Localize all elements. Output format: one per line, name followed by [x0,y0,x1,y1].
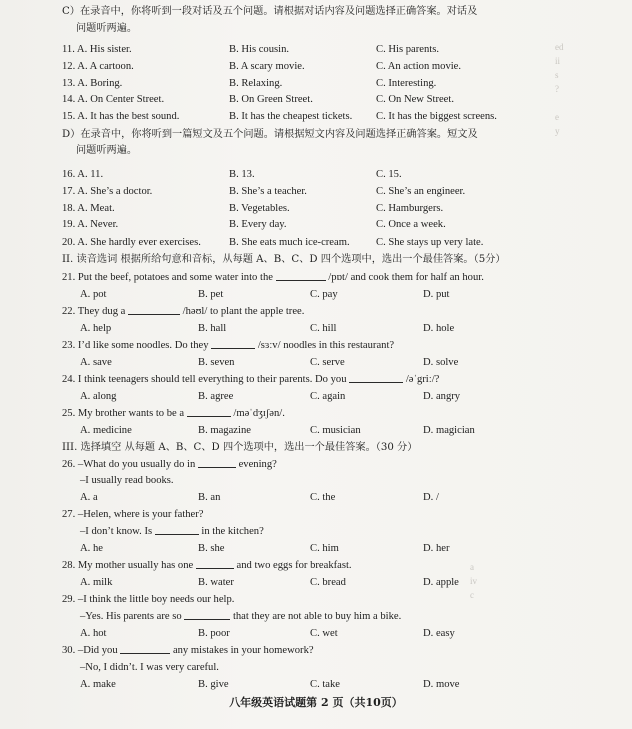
option-d[interactable]: D. magician [423,425,475,436]
question-17 [0,183,632,200]
question-29-options [0,625,632,642]
option-a[interactable]: A. he [80,543,103,554]
question-23-options [0,354,632,371]
option-b[interactable]: B. His cousin. [229,44,290,55]
option-b[interactable]: B. 13. [229,169,255,180]
option-a[interactable]: A. hot [80,628,107,639]
question-12 [0,58,632,75]
option-c[interactable]: C. the [310,492,336,503]
question-13 [0,75,632,92]
option-c[interactable]: C. She stays up very late. [376,237,484,248]
page-footer: 八年级英语试题第 2 页（共10页） [229,696,403,709]
option-b[interactable]: B. an [198,492,221,503]
option-c[interactable]: C. On New Street. [376,94,454,105]
option-b[interactable]: B. poor [198,628,230,639]
option-c[interactable]: C. It has the biggest screens. [376,111,497,122]
option-b[interactable]: B. water [198,577,234,588]
answer-blank[interactable] [211,337,255,349]
option-c[interactable]: C. An action movie. [376,61,462,72]
option-b[interactable]: B. She’s a teacher. [229,186,307,197]
option-b[interactable]: B. Relaxing. [229,78,283,89]
option-d[interactable]: D. hole [423,323,455,334]
question-22-stem: 22. They dug a /həʊl/ to plant the apple tree. [0,303,632,320]
option-a[interactable]: 14. A. On Center Street. [62,94,165,105]
answer-blank[interactable] [128,303,180,315]
section-d-instruction-2: 问题听两遍。 [76,145,138,156]
question-26-reply: –I usually read books. [80,475,174,486]
answer-blank[interactable] [120,642,170,654]
option-a[interactable]: 13. A. Boring. [62,78,123,89]
question-11 [0,41,632,58]
question-20 [0,234,632,251]
show-through-texture-lower: a iv c [470,562,478,600]
question-16 [0,166,632,183]
option-b[interactable]: B. On Green Street. [229,94,313,105]
option-a[interactable]: A. help [80,323,112,334]
option-b[interactable]: B. Every day. [229,219,287,230]
option-a[interactable]: A. make [80,679,116,690]
question-25-options [0,422,632,439]
question-30-options [0,676,632,693]
option-d[interactable]: D. angry [423,391,461,402]
option-a[interactable]: 17. A. She’s a doctor. [62,186,153,197]
option-a[interactable]: 15. A. It has the best sound. [62,111,180,122]
answer-blank[interactable] [198,456,236,468]
question-24-stem: 24. I think teenagers should tell everything to their parents. Do you /əˈgriː/? [0,371,632,388]
answer-blank[interactable] [196,557,234,569]
option-c[interactable]: C. bread [310,577,346,588]
question-22-options [0,320,632,337]
option-c[interactable]: C. His parents. [376,44,439,55]
option-a[interactable]: A. save [80,357,112,368]
question-29-stem: 29. –I think the little boy needs our help. [62,594,235,605]
option-a[interactable]: A. medicine [80,425,132,436]
show-through-texture: ed ii s ? e y [555,42,564,136]
question-23-stem: 23. I’d like some noodles. Do they /sɜːv/ noodles in this restaurant? [0,337,632,354]
question-15 [0,108,632,125]
option-b[interactable]: B. give [198,679,229,690]
option-a[interactable]: 12. A. A cartoon. [62,61,134,72]
question-27-stem: 27. –Helen, where is your father? [62,509,204,520]
answer-blank[interactable] [184,608,230,620]
question-18 [0,200,632,217]
question-26-options [0,489,632,506]
option-d[interactable]: D. / [423,492,439,503]
option-b[interactable]: B. pet [198,289,224,300]
option-b[interactable]: B. hall [198,323,227,334]
question-27-reply: –I don’t know. Is in the kitchen? [0,523,632,540]
answer-blank[interactable] [155,523,199,535]
option-d[interactable]: D. move [423,679,460,690]
question-28-options [0,574,632,591]
option-b[interactable]: B. A scary movie. [229,61,305,72]
option-a[interactable]: 19. A. Never. [62,219,119,230]
option-a[interactable]: 11. A. His sister. [62,44,132,55]
question-21-stem: 21. Put the beef, potatoes and some water into the /pɒt/ and cook them for half an hour. [0,269,632,286]
option-a[interactable]: A. along [80,391,117,402]
option-a[interactable]: 18. A. Meat. [62,203,115,214]
option-a[interactable]: A. milk [80,577,113,588]
option-d[interactable]: D. put [423,289,450,300]
option-c[interactable]: C. musician [310,425,361,436]
option-d[interactable]: D. easy [423,628,455,639]
option-c[interactable]: C. 15. [376,169,402,180]
option-b[interactable]: B. She eats much ice-cream. [229,237,350,248]
question-27-options [0,540,632,557]
option-c[interactable]: C. him [310,543,339,554]
answer-blank[interactable] [187,405,231,417]
section-d-instruction-1: D）在录音中，你将听到一篇短文及五个问题。请根据短文内容及问题选择正确答案。短文及 [62,129,478,140]
section-c-instruction-2: 问题听两遍。 [76,23,138,34]
option-b[interactable]: B. magazine [198,425,251,436]
option-a[interactable]: A. pot [80,289,107,300]
option-b[interactable]: B. agree [198,391,234,402]
option-c[interactable]: C. wet [310,628,338,639]
option-c[interactable]: C. take [310,679,341,690]
part-iii-heading: III. 选择填空 从每题 A、B、C、D 四个选项中，选出一个最佳答案。（30 分） [62,442,418,453]
option-c[interactable]: C. serve [310,357,345,368]
option-b[interactable]: B. seven [198,357,235,368]
option-c[interactable]: C. Once a week. [376,219,446,230]
question-26-stem: 26. –What do you usually do in evening? [0,456,632,473]
option-b[interactable]: B. Vegetables. [229,203,290,214]
option-c[interactable]: C. hill [310,323,337,334]
option-a[interactable]: 20. A. She hardly ever exercises. [62,237,201,248]
question-21-options [0,286,632,303]
option-c[interactable]: C. pay [310,289,338,300]
option-c[interactable]: C. Hamburgers. [376,203,444,214]
question-30-stem: 30. –Did you any mistakes in your homework? [0,642,632,659]
answer-blank[interactable] [276,269,326,281]
question-24-options [0,388,632,405]
option-a[interactable]: 16. A. 11. [62,169,104,180]
option-c[interactable]: C. again [310,391,346,402]
option-c[interactable]: C. Interesting. [376,78,437,89]
part-ii-heading: II. 读音选词 根据所给句意和音标，从每题 A、B、C、D 四个选项中，选出一个最佳答案。（5分） [62,254,506,265]
option-d[interactable]: D. apple [423,577,459,588]
question-29-reply: –Yes. His parents are so that they are not able to buy him a bike. [0,608,632,625]
answer-blank[interactable] [349,371,403,383]
option-a[interactable]: A. a [80,492,98,503]
option-c[interactable]: C. She’s an engineer. [376,186,466,197]
option-b[interactable]: B. she [198,543,225,554]
question-25-stem: 25. My brother wants to be a /məˈdʒɪʃən/. [0,405,632,422]
section-c-instruction-1: C）在录音中，你将听到一段对话及五个问题。请根据对话内容及问题选择正确答案。对话及 [62,6,478,17]
question-30-reply: –No, I didn’t. I was very careful. [80,662,219,673]
option-d[interactable]: D. solve [423,357,459,368]
question-19 [0,216,632,233]
question-14 [0,91,632,108]
option-d[interactable]: D. her [423,543,450,554]
option-b[interactable]: B. It has the cheapest tickets. [229,111,353,122]
question-28-stem: 28. My mother usually has one and two eggs for breakfast. [0,557,632,574]
